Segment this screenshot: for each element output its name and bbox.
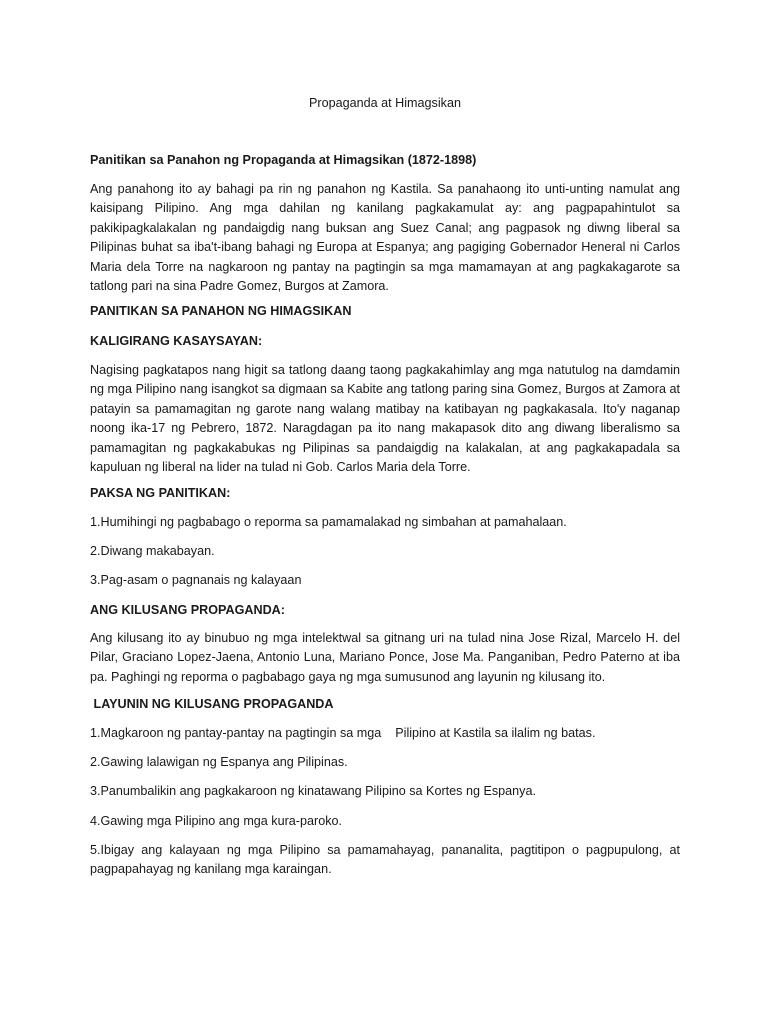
list-item-layunin-1: 1.Magkaroon ng pantay-pantay na pagtingin sa mga Pilipino at Kastila sa ilalim ng batas. (90, 726, 596, 740)
section-heading-panitikan: Panitikan sa Panahon ng Propaganda at Himagsikan (1872-1898) (90, 153, 477, 167)
list-item-paksa-3: 3.Pag-asam o pagnanais ng kalayaan (90, 573, 302, 587)
section-heading-kilusang-propaganda: ANG KILUSANG PROPAGANDA: (90, 603, 285, 617)
list-item-paksa-2: 2.Diwang makabayan. (90, 544, 215, 558)
document-page (90, 0, 680, 1024)
paragraph-kaligirang-kasaysayan: Nagising pagkatapos nang higit sa tatlong daang taong pagkakahimlay ang mga natutulog na damdamin ng mga Pilipino nang isangkot sa digmaan sa Kabite ang tatlong paring sina Gomez, Burgos at Zamora at patayin sa pamamagitan ng garote nang walang matibay na katibayan ng pagkakasala. Ito'y naganap noong ika-17 ng Pebrero, 1872. Naragdagan pa ito nang makapasok dito ang diwang liberalismo sa pamamagitan ng pagkakabukas ng Pilipinas sa pandaigdig na kalakalan, at ang pagkakapadala sa kapuluan ng liberal na lider na tulad ni Gob. Carlos Maria dela Torre. (90, 363, 680, 475)
paragraph-panahon-kastila: Ang panahong ito ay bahagi pa rin ng panahon ng Kastila. Sa panahaong ito unti-unting namulat ang kaisipang Pilipino. Ang mga dahilan ng kanilang pagkakamulat ay: ang pagpapahintulot sa pakikipagkalakalan ng pandaigdig nang buksan ang Suez Canal; ang pagpasok ng diwng liberal sa Pilipinas buhat sa iba't-ibang bahagi ng Europa at Espanya; ang pagiging Gobernador Heneral ni Carlos Maria dela Torre na nagkaroon ng pantay na pagtingin sa mga mamamayan at ang pagkakagarote sa tatlong pari na sina Padre Gomez, Burgos at Zamora. (90, 182, 680, 294)
paragraph-kilusang-propaganda: Ang kilusang ito ay binubuo ng mga intelektwal sa gitnang uri na tulad nina Jose Rizal, Marcelo H. del Pilar, Graciano Lopez-Jaena, Antonio Luna, Mariano Ponce, Jose Ma. Panganiban, Pedro Paterno at iba pa. Paghingi ng reporma o pagbabago gaya ng mga sumusunod ang layunin ng kilusang ito. (90, 631, 680, 684)
list-item-layunin-2: 2.Gawing lalawigan ng Espanya ang Pilipinas. (90, 755, 348, 769)
list-item-layunin-4: 4.Gawing mga Pilipino ang mga kura-paroko. (90, 814, 343, 828)
section-subheading-kaligirang: KALIGIRANG KASAYSAYAN: (90, 334, 263, 348)
list-item-layunin-3: 3.Panumbalikin ang pagkakaroon ng kinatawang Pilipino sa Kortes ng Espanya. (90, 784, 536, 798)
section-heading-himagsikan: PANITIKAN SA PANAHON NG HIMAGSIKAN (90, 304, 352, 318)
section-heading-paksa: PAKSA NG PANITIKAN: (90, 486, 231, 500)
list-item-paksa-1: 1.Humihingi ng pagbabago o reporma sa pamamalakad ng simbahan at pamahalaan. (90, 515, 567, 529)
document-title: Propaganda at Himagsikan (309, 96, 461, 110)
list-item-layunin-5: 5.Ibigay ang kalayaan ng mga Pilipino sa pamamahayag, pananalita, pagtitipon o pagpupulong, at pagpapahayag ng kanilang mga karaingan. (90, 843, 680, 877)
section-heading-layunin: LAYUNIN NG KILUSANG PROPAGANDA (90, 697, 334, 711)
